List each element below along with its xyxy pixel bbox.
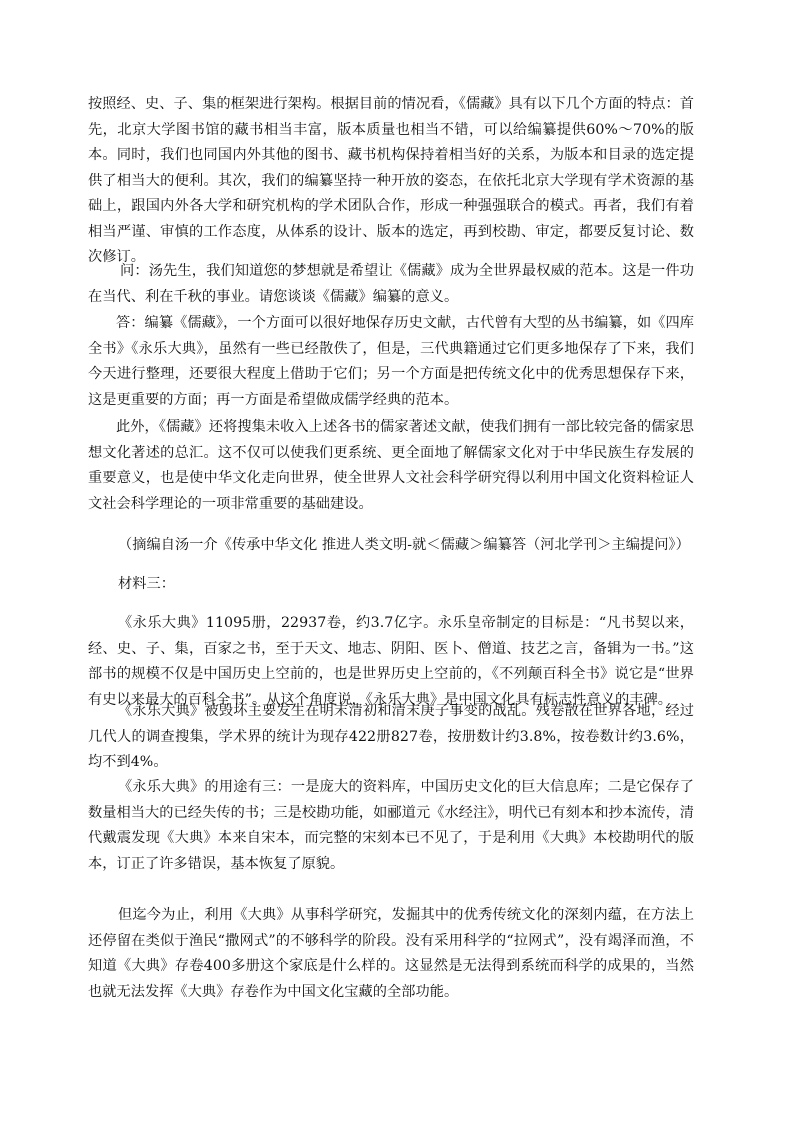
paragraph-features: 按照经、史、子、集的框架进行架构。根据目前的情况看，《儒藏》具有以下几个方面的特点：首先，北京大学图书馆的藏书相当丰富，版本质量也相当不错，可以给编纂提供60%～70%的版本。同时，我们也同国内外其他的图书、藏书机构保持着相当好的关系，为版本和目录的选定提供了相当大的便利。其次，我们的编纂坚持一种开放的姿态，在依托北京大学现有学术资源的基础上，跟国内外各大学和研究机构的学术团队合作，形成一种强强联合的模式。再者，我们有着相当严谨、审慎的工作态度，从体系的设计、版本的选定，再到校勘、审定，都要反复讨论、数次修订。 <box>88 96 694 265</box>
paragraph-answer: 答：编纂《儒藏》，一个方面可以很好地保存历史文献，古代曾有大型的丛书编纂，如《四库全书》《永乐大典》，虽然有一些已经散佚了，但是，三代典籍通过它们更多地保存了下来，我们今天进行整理，还要很大程度上借助于它们；另一个方面是把传统文化中的优秀思想保存下来，这是更重要的方面；再一方面是希望做成儒学经典的范本。 <box>88 315 694 408</box>
paragraph-additional: 此外，《儒藏》还将搜集未收入上述各书的儒家著述文献，使我们拥有一部比较完备的儒家思想文化著述的总汇。这不仅可以使我们更系统、更全面地了解儒家文化对于中华民族生存发展的重要意义，也是使中华文化走向世界，使全世界人文社会科学研究得以利用中国文化资料检证人文社会科学理论的一项非常重要的基础建设。 <box>88 419 694 512</box>
source-citation: （摘编自汤一介《传承中华文化 推进人类文明-就＜儒藏＞编纂答（河北学刊＞主编提问》） <box>118 537 690 553</box>
paragraph-question: 问：汤先生，我们知道您的梦想就是希望让《儒藏》成为全世界最权威的范本。这是一件功在当代、利在千秋的事业。请您谈谈《儒藏》编纂的意义。 <box>88 263 694 305</box>
paragraph-yongle-damage: 《永乐大典》被毁坏主要发生在明末清初和清末庚子事变的战乱。残卷散在世界各地，经过几代人的调查搜集，学术界的统计为现存422册827卷，按册数计约3.8%，按卷数计约3.6%，均不到4%。 <box>88 703 694 770</box>
paragraph-research-method: 但迄今为止，利用《大典》从事科学研究，发掘其中的优秀传统文化的深刻内蕴，在方法上还停留在类似于渔民“撒网式”的不够科学的阶段。没有采用科学的“拉网式”，没有竭泽而渔，不知道《大典》存卷400多册这个家底是什么样的。这显然是无法得到系统而科学的成果的，当然也就无法发挥《大典》存卷作为中国文化宝藏的全部功能。 <box>88 907 694 1000</box>
paragraph-yongle-scale: 《永乐大典》11095册，22937卷，约3.7亿字。永乐皇帝制定的目标是：“凡书契以来，经、史、子、集，百家之书，至于天文、地志、阴阳、医卜、僧道、技艺之言，备辑为一书。”这部书的规模不仅是中国历史上空前的，也是世界历史上空前的，《不列颠百科全书》说它是“世界有史以来最大的百科全书”。从这个角度说，《永乐大典》是中国文化具有标志性意义的丰碑。 <box>88 615 694 708</box>
section-heading-material-three: 材料三： <box>118 576 175 592</box>
paragraph-yongle-uses: 《永乐大典》的用途有三：一是庞大的资料库，中国历史文化的巨大信息库；二是它保存了数量相当大的已经失传的书；三是校勘功能，如郦道元《水经注》，明代已有刻本和抄本流传，清代戴震发现《大典》本来自宋本，而完整的宋刻本已不见了，于是利用《大典》本校勘明代的版本，订正了许多错误，基本恢复了原貌。 <box>88 779 694 872</box>
